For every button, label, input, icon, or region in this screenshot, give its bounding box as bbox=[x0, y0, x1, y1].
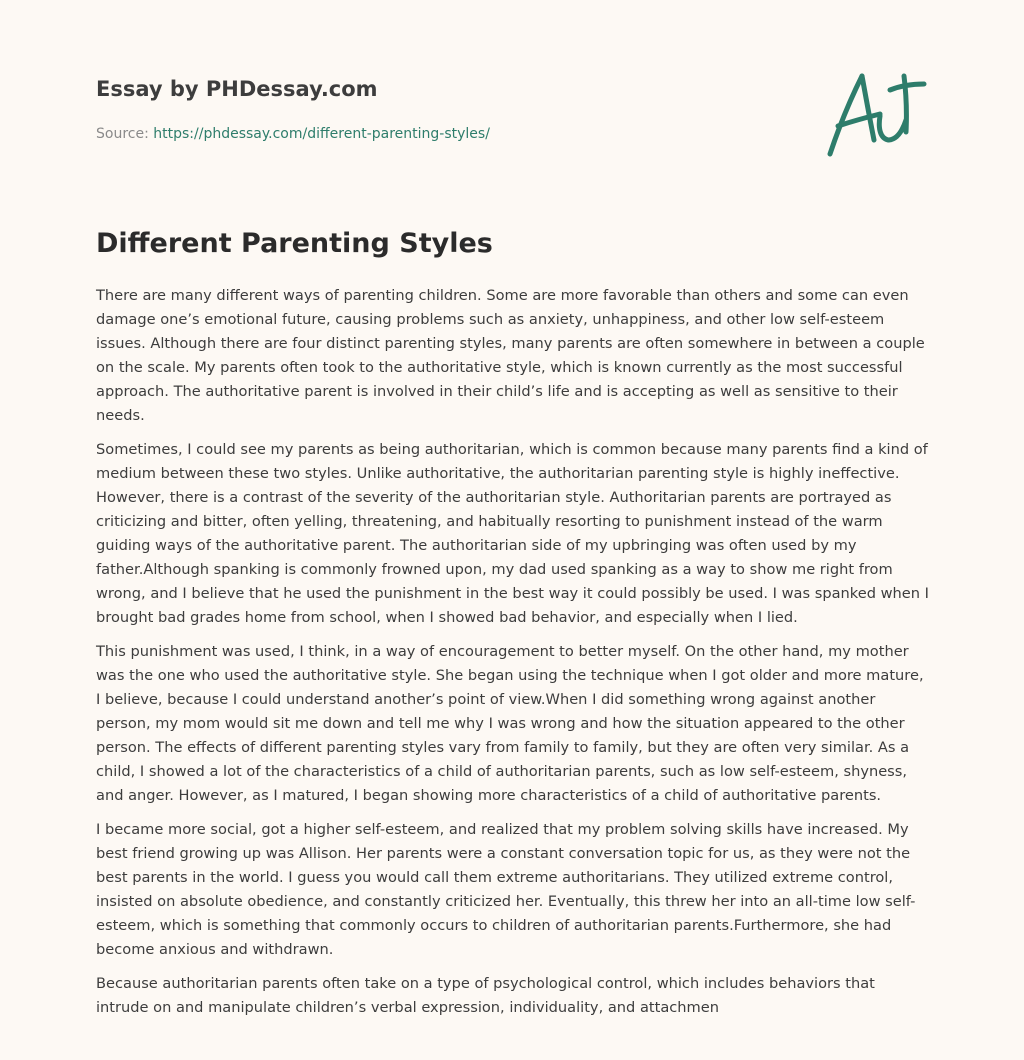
source-label: Source: bbox=[96, 126, 149, 142]
essay-body bbox=[96, 284, 932, 1030]
essay-paragraph: This punishment was used, I think, in a way of encouragement to better myself. On the other hand, my mother was the one who used the authoritative style. She began using the technique when I got older and more mature, I believe, because I could understand another’s point of view.When I did something wrong against another person, my mom would sit me down and tell me why I was wrong and how the situation appeared to the other person. The effects of different parenting styles vary from family to family, but they are often very similar. As a child, I showed a lot of the characteristics of a child of authoritarian parents, such as low self-esteem, shyness, and anger. However, as I matured, I began showing more characteristics of a child of authoritative parents. bbox=[96, 643, 924, 804]
page-header bbox=[96, 74, 936, 194]
a-plus-grade-icon bbox=[824, 68, 928, 164]
source-link[interactable]: https://phdessay.com/different-parenting-styles/ bbox=[153, 126, 490, 142]
essay-paragraph: Sometimes, I could see my parents as being authoritarian, which is common because many parents find a kind of medium between these two styles. Unlike authoritative, the authoritarian parenting style is highly ineffective. However, there is a contrast of the severity of the authoritarian style. Authoritarian parents are portrayed as criticizing and bitter, often yelling, threatening, and habitually resorting to punishment instead of the warm guiding ways of the authoritative parent. The authoritarian side of my upbringing was often used by my father.Although spanking is commonly frowned upon, my dad used spanking as a way to show me right from wrong, and I believe that he used the punishment in the best way it could possibly be used. I was spanked when I brought bad grades home from school, when I showed bad behavior, and especially when I lied. bbox=[96, 441, 929, 626]
essay-title: Different Parenting Styles bbox=[96, 228, 493, 259]
site-brand: Essay by PHDessay.com bbox=[96, 77, 378, 101]
source-line bbox=[96, 124, 490, 144]
essay-paragraph: Because authoritarian parents often take on a type of psychological control, which includes behaviors that intrude on and manipulate children’s verbal expression, individuality, and attachmen bbox=[96, 975, 875, 1016]
essay-paragraph: There are many different ways of parenting children. Some are more favorable than others and some can even damage one’s emotional future, causing problems such as anxiety, unhappiness, and other low self-esteem issues. Although there are four distinct parenting styles, many parents are often somewhere in between a couple on the scale. My parents often took to the authoritative style, which is known currently as the most successful approach. The authoritative parent is involved in their child’s life and is accepting as well as sensitive to their needs. bbox=[96, 287, 925, 424]
essay-paragraph: I became more social, got a higher self-esteem, and realized that my problem solving skills have increased. My best friend growing up was Allison. Her parents were a constant conversation topic for us, as they were not the best parents in the world. I guess you would call them extreme authoritarians. They utilized extreme control, insisted on absolute obedience, and constantly criticized her. Eventually, this threw her into an all-time low self-esteem, which is something that commonly occurs to children of authoritarian parents.Furthermore, she had become anxious and withdrawn. bbox=[96, 821, 916, 958]
